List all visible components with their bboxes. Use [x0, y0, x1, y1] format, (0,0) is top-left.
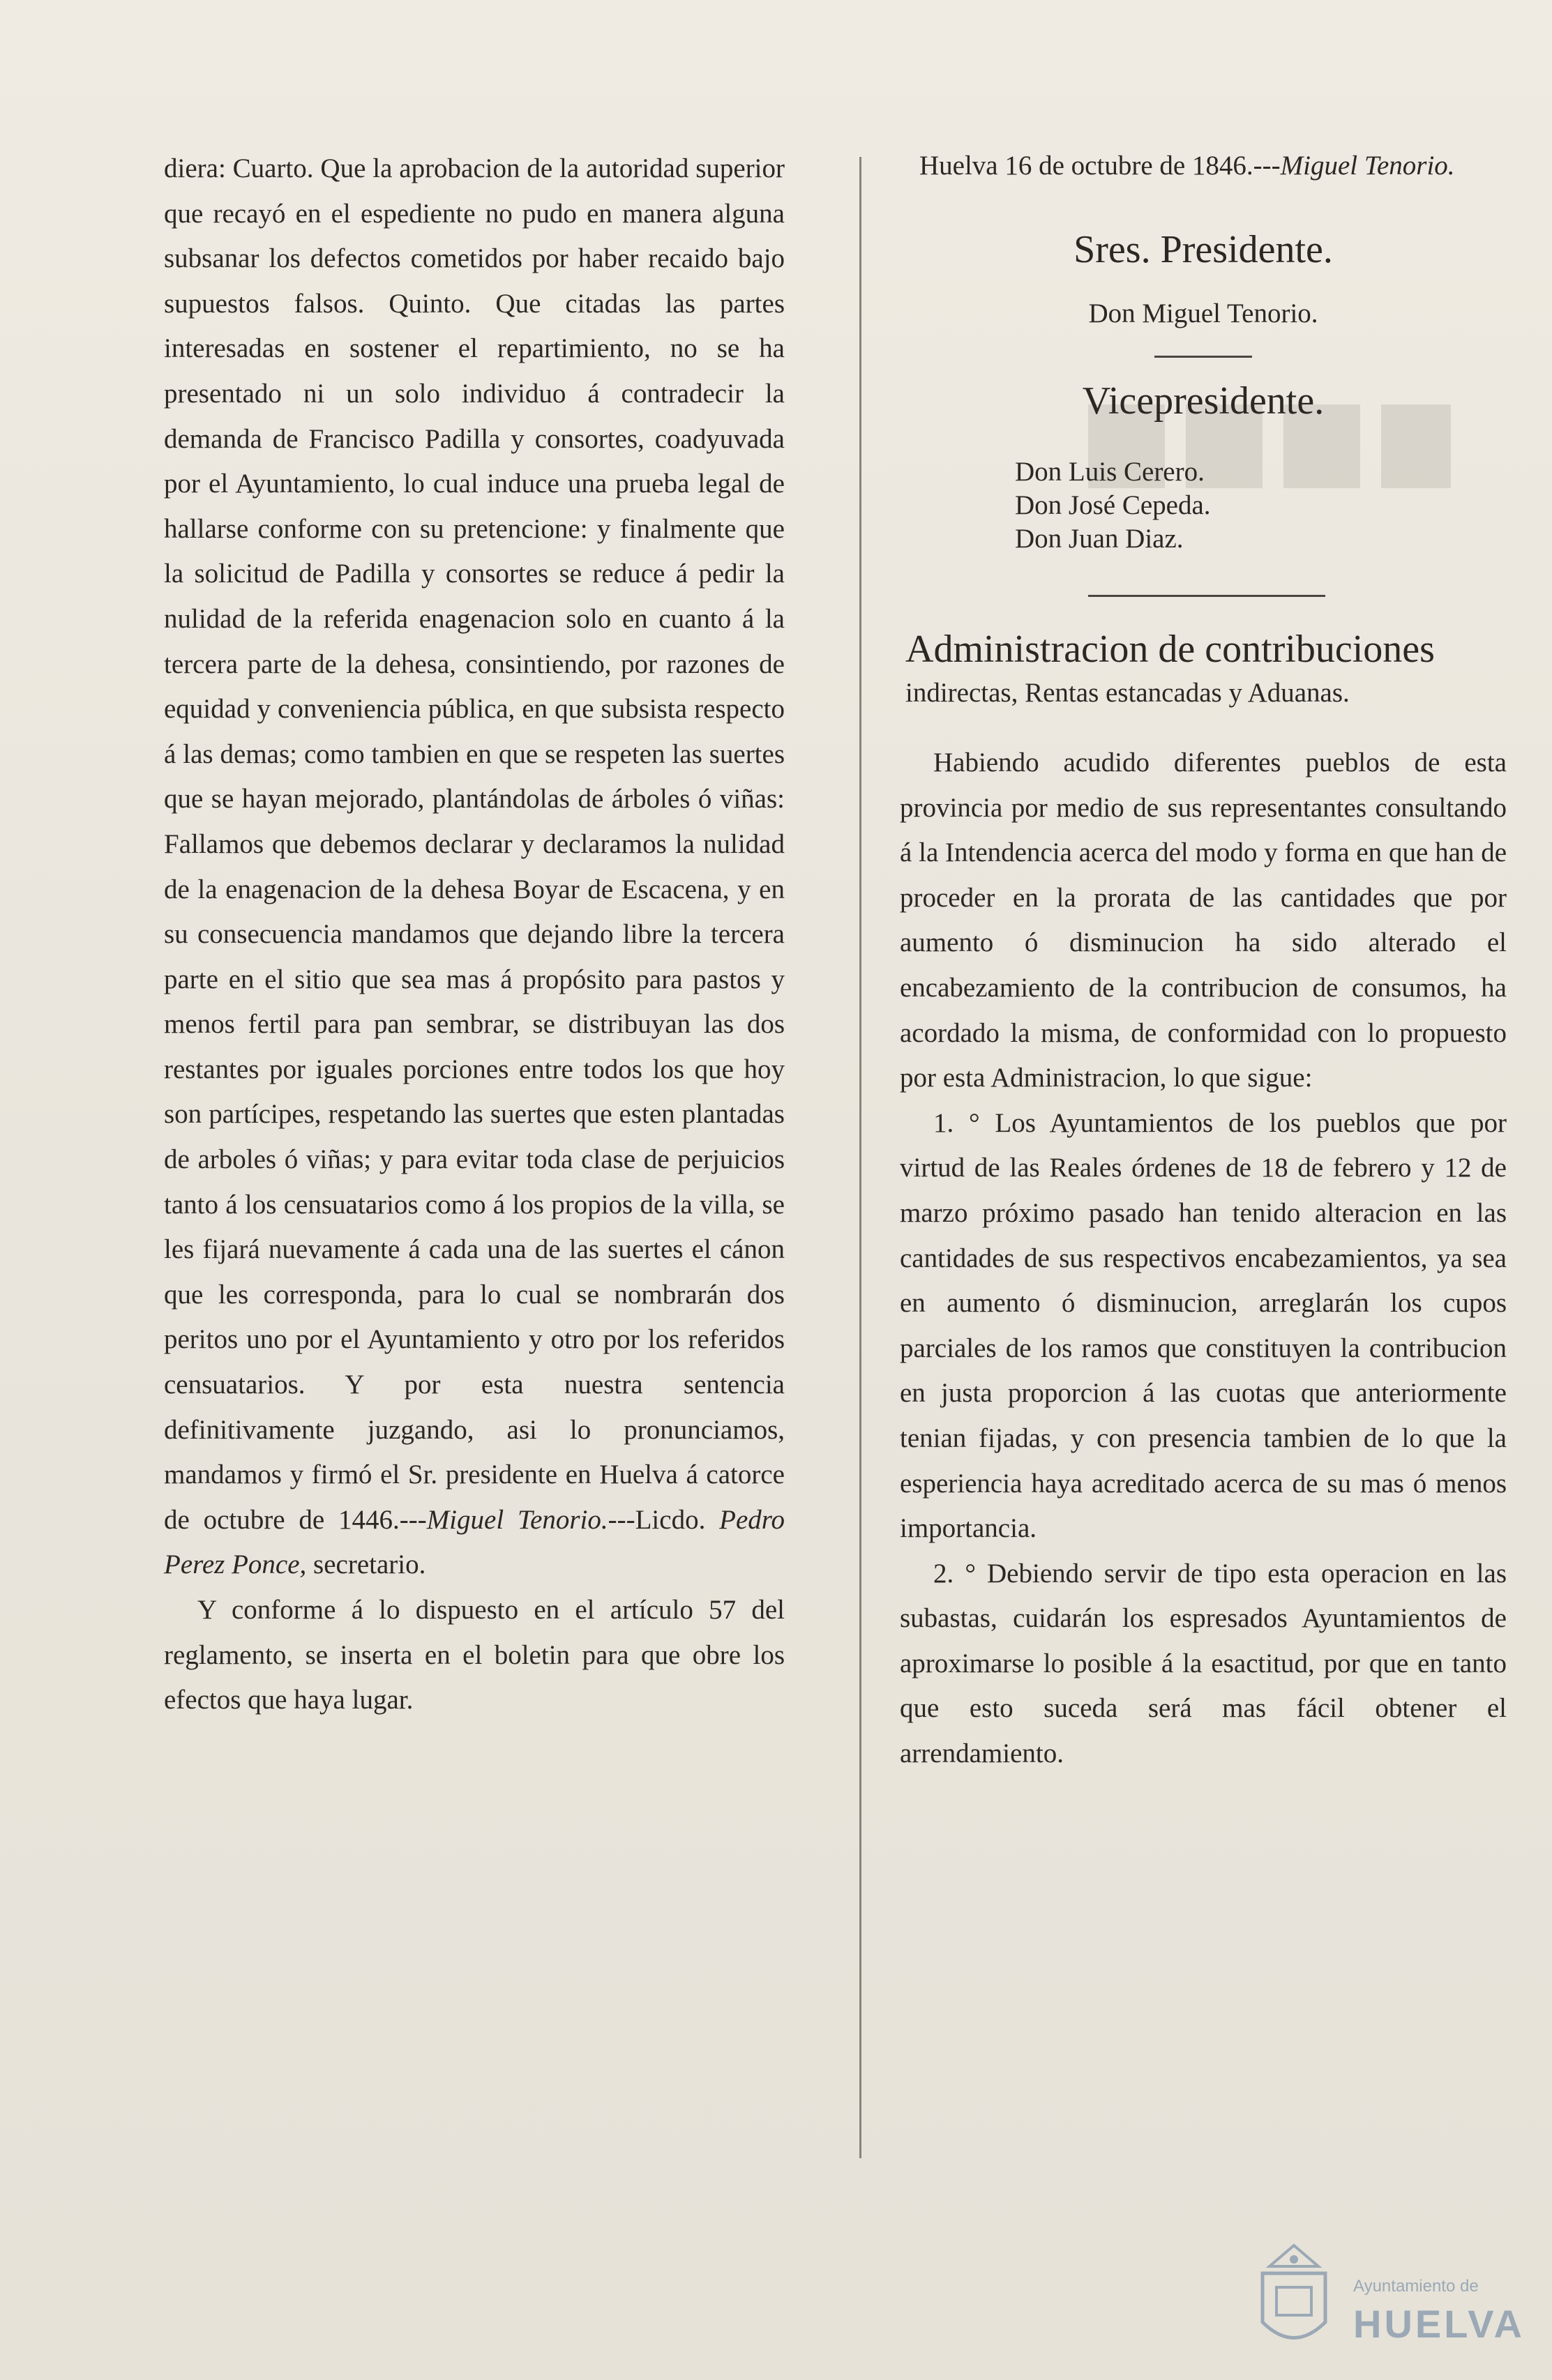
left-column: [164, 146, 785, 1723]
signature-president: Miguel Tenorio.: [426, 1504, 608, 1535]
signature-end: secretario.: [306, 1549, 426, 1580]
left-body: [164, 146, 785, 1723]
column-divider: [859, 157, 861, 2158]
vicepresidente-heading: Vicepresidente.: [1082, 379, 1325, 423]
right-paragraph-3: 2. ° Debiendo servir de tipo esta operacion en las subastas, cuidarán los espresados Ayuntamientos de aproximarse lo posible á la esactitud, por que en tanto que esto suceda será mas fácil obtener el arrendamiento.: [900, 1558, 1507, 1769]
crest-icon: [1256, 2238, 1332, 2357]
section-divider: [1088, 595, 1325, 597]
date-line: [919, 146, 1507, 185]
presidente-name: Don Miguel Tenorio.: [1088, 298, 1318, 328]
watermark-big-text: HUELVA: [1353, 2302, 1525, 2346]
ayuntamiento-watermark: [1256, 2238, 1525, 2364]
right-column: [900, 146, 1507, 1777]
short-divider: [1154, 356, 1252, 358]
section-subtitle: indirectas, Rentas estancadas y Aduanas.: [905, 678, 1350, 708]
section-title: Administracion de contribuciones: [905, 628, 1435, 671]
left-paragraph-2: Y conforme á lo dispuesto en el artículo 57 del reglamento, se inserta en el boletin para que obre los efectos que haya lugar.: [164, 1595, 785, 1715]
watermark-small-text: Ayuntamiento de: [1353, 2277, 1479, 2296]
presidente-heading: Sres. Presidente.: [1073, 228, 1333, 271]
date-text: Huelva 16 de octubre de 1846.---: [919, 151, 1281, 181]
vice-name-2: Don José Cepeda.: [1015, 490, 1211, 520]
signature-separator: ---Licdo.: [608, 1504, 720, 1535]
vice-name-3: Don Juan Diaz.: [1015, 524, 1184, 554]
left-paragraph-1-text: diera: Cuarto. Que la aprobacion de la autoridad superior que recayó en el espediente no pudo en manera alguna subsanar los defectos cometidos por haber recaido bajo supuestos falsos. Quinto. Que citadas las partes interesadas en sostener el repartimiento, no se ha presentado ni un solo individuo á contradecir la demanda de Francisco Padilla y consortes, coadyuvada por el Ayuntamiento, lo cual induce una prueba legal de hallarse conforme con su pretencione: y finalmente que la solicitud de Padilla y consortes se reduce á pedir la nulidad de la referida enagenacion solo en cuanto á la tercera parte de la dehesa, consintiendo, por razones de equidad y conveniencia pública, en que subsista respecto á las demas; como tambien en que se respeten las suertes que se hayan mejorado, plantándolas de árboles ó viñas: Fallamos que debemos declarar y declaramos la nulidad de la enagenacion de la dehesa Boyar de Escacena, y en su consecuencia mandamos que dejando libre la tercera parte en el sitio que sea mas á propósito para pastos y menos fertil para pan sembrar, se distribuyan las dos restantes por iguales porciones entre todos los que hoy son partícipes, respetando las suertes que esten plantadas de arboles ó viñas; y para evitar toda clase de perjuicios tanto á los censuatarios como á los propios de la villa, se les fijará nuevamente á cada una de las suertes el cánon que les corresponda, para lo cual se nombrarán dos peritos uno por el Ayuntamiento y otro por los referidos censuatarios. Y por esta nuestra sentencia definitivamente juzgando, asi lo pronunciamos, mandamos y firmó el Sr. presidente en Huelva á catorce de octubre de 1446.---: [164, 153, 785, 1535]
right-paragraph-1: Habiendo acudido diferentes pueblos de esta provincia por medio de sus representantes consultando á la Intendencia acerca del modo y forma en que han de proceder en la prorata de las cantidades que por aumento ó disminucion ha sido alterado el encabezamiento de la contribucion de consumos, ha acordado la misma, de conformidad con lo propuesto por esta Administracion, lo que sigue:: [900, 748, 1507, 1093]
right-paragraph-2: 1. ° Los Ayuntamientos de los pueblos que por virtud de las Reales órdenes de 18 de febrero y 12 de marzo próximo pasado han tenido alteracion en las cantidades de sus respectivos encabezamientos, ya sea en aumento ó disminucion, arreglarán los cupos parciales de los ramos que constituyen la contribucion en justa proporcion á las cuotas que anteriormente tenian fijadas, y con presencia tambien de lo que la esperiencia haya acreditado acerca de su mas ó menos importancia.: [900, 1107, 1507, 1544]
right-body: [900, 741, 1507, 1777]
vice-names-list: [1015, 451, 1507, 560]
left-paragraph-1: [164, 146, 785, 1588]
signature-secretary: Pedro Perez Ponce,: [164, 1504, 785, 1580]
date-signature: Miguel Tenorio.: [1280, 151, 1455, 181]
vice-name-1: Don Luis Cerero.: [1015, 457, 1205, 487]
